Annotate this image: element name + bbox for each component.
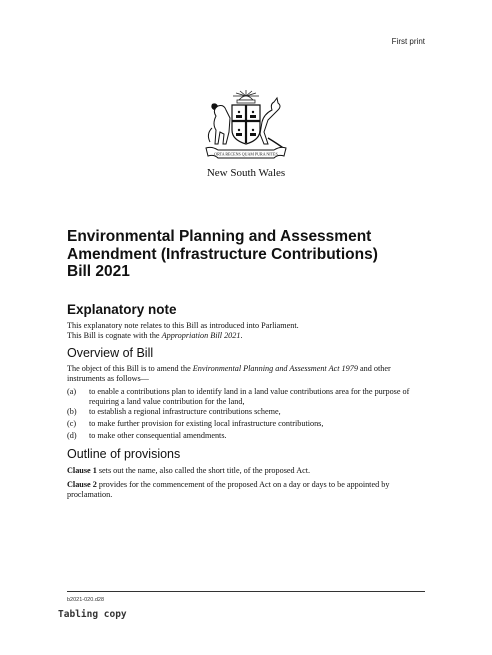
- explanatory-line-2: This Bill is cognate with the Appropriation Bill 2021.: [67, 331, 243, 340]
- list-item-label: (d): [67, 431, 77, 440]
- clause-2-text: Clause 2 provides for the commencement of the proposed Act on a day or days to be appointed by proclamation.: [67, 480, 390, 499]
- clause-2-label: Clause 2: [67, 480, 97, 489]
- clause-1-text: Clause 1 sets out the name, also called the short title, of the proposed Act.: [67, 466, 311, 475]
- list-item-text: to establish a regional infrastructure contributions scheme,: [89, 407, 281, 416]
- bill-title: [67, 228, 427, 281]
- overview-heading: Overview of Bill: [67, 346, 154, 360]
- coat-of-arms-icon: [198, 88, 294, 166]
- footer-rule: [67, 591, 425, 592]
- jurisdiction-name: New South Wales: [206, 167, 286, 179]
- explanatory-line-1: This explanatory note relates to this Bill as introduced into Parliament.: [67, 321, 299, 330]
- list-item-label: (c): [67, 419, 77, 428]
- overview-intro: The object of this Bill is to amend the Environmental Planning and Assessment Act 1979 and other instruments as follows—: [67, 364, 391, 383]
- bill-title-line-2: Amendment (Infrastructure Contributions): [67, 245, 378, 263]
- tabling-copy-stamp: Tabling copy: [58, 609, 127, 620]
- cognate-bill-name: Appropriation Bill 2021: [161, 331, 241, 340]
- outline-heading: Outline of provisions: [67, 447, 181, 461]
- crest-motto: ORTA RECENS QUAM PURA NITES: [214, 151, 278, 157]
- document-code: b2021-020.d28: [67, 597, 105, 603]
- bill-title-line-3: Bill 2021: [67, 263, 130, 280]
- list-item-text: to enable a contributions plan to identify land in a land value contributions area for the purpose of requiring a land value contribution for the land,: [89, 387, 410, 406]
- bill-title-line-1: Environmental Planning and Assessment: [67, 228, 372, 245]
- list-item-label: (b): [67, 407, 77, 416]
- list-item-text: to make other consequential amendments.: [89, 431, 227, 440]
- amended-act-name: Environmental Planning and Assessment Act 1979: [192, 364, 358, 373]
- explanatory-note-heading: Explanatory note: [67, 302, 177, 317]
- clause-1-label: Clause 1: [67, 466, 97, 475]
- list-item-text: to make further provision for existing local infrastructure contributions,: [89, 419, 324, 428]
- list-item-label: (a): [67, 387, 77, 396]
- print-status: First print: [391, 37, 425, 46]
